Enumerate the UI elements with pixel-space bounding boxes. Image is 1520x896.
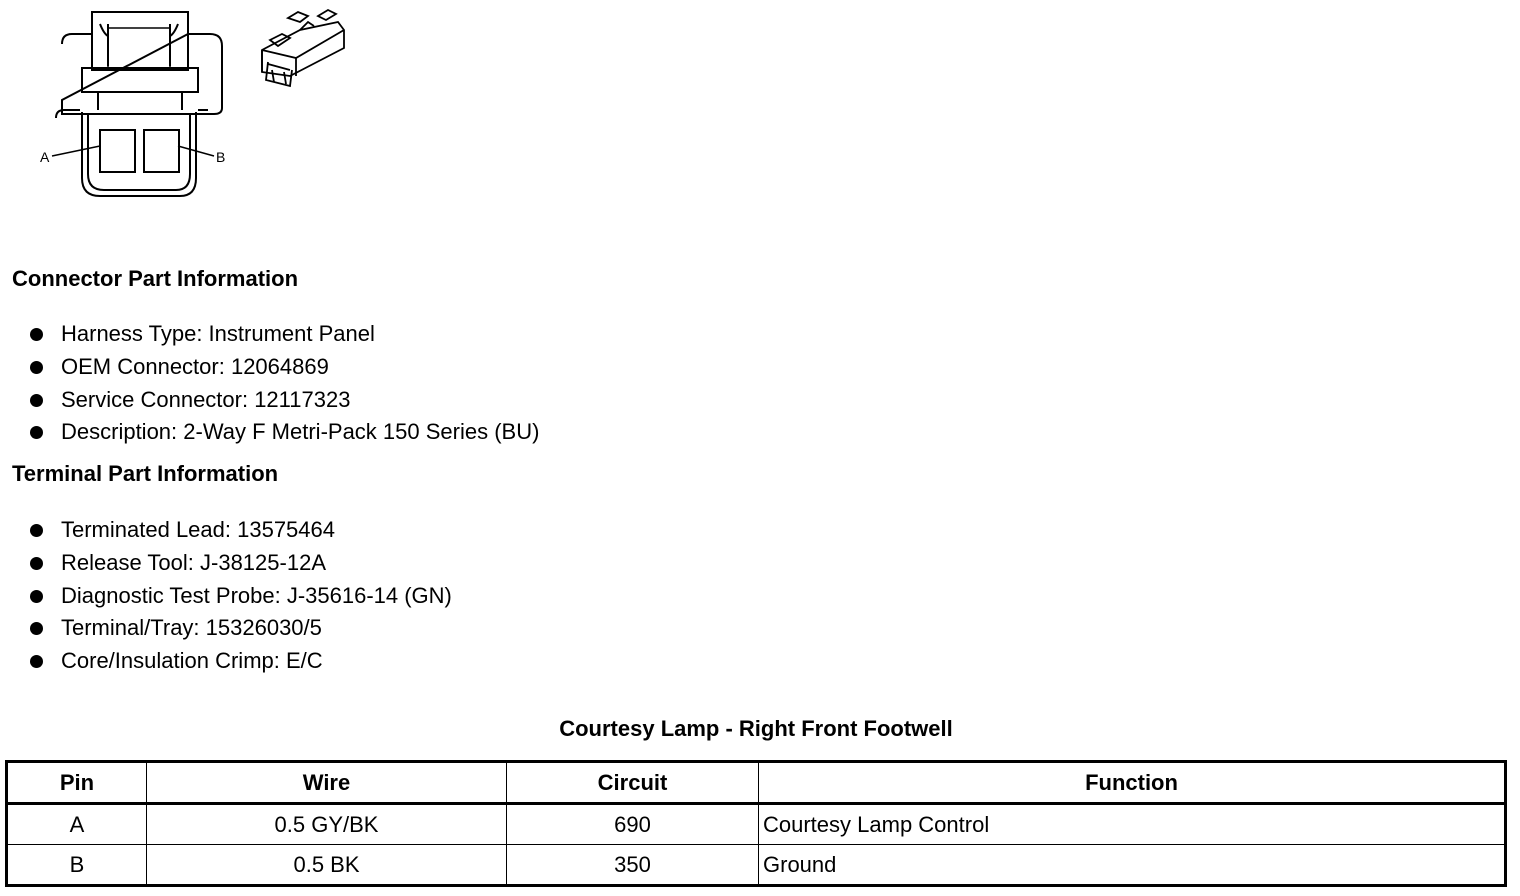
list-item: Release Tool: J-38125-12A <box>28 549 452 582</box>
table-header-row <box>7 762 1506 804</box>
wire-cell: 0.5 BK <box>147 845 507 886</box>
header-wire: Wire <box>147 762 507 804</box>
list-item: OEM Connector: 12064869 <box>28 353 539 386</box>
terminal-part-info-list <box>28 516 452 680</box>
connector-isometric-view <box>262 10 344 86</box>
pin-b-label: B <box>216 149 226 165</box>
connector-part-info-heading: Connector Part Information <box>12 266 299 291</box>
cavity-a <box>100 130 135 172</box>
list-item: Harness Type: Instrument Panel <box>28 320 539 353</box>
list-item: Diagnostic Test Probe: J-35616-14 (GN) <box>28 582 452 615</box>
cavity-b <box>144 130 179 172</box>
pin-a-label: A <box>40 149 50 165</box>
list-item: Terminated Lead: 13575464 <box>28 516 452 549</box>
terminal-part-info-heading: Terminal Part Information <box>12 461 279 486</box>
wire-cell: 0.5 GY/BK <box>147 804 507 845</box>
connector-part-info-list <box>28 320 539 451</box>
pin-cell: A <box>7 804 147 845</box>
pin-table <box>5 760 1507 887</box>
header-function: Function <box>759 762 1506 804</box>
circuit-cell: 350 <box>507 845 759 886</box>
table-row <box>7 845 1506 886</box>
connector-diagram <box>0 0 380 210</box>
pin-cell: B <box>7 845 147 886</box>
circuit-cell: 690 <box>507 804 759 845</box>
table-row <box>7 804 1506 845</box>
pin-table-title: Courtesy Lamp - Right Front Footwell <box>559 716 953 741</box>
list-item: Service Connector: 12117323 <box>28 386 539 419</box>
function-cell: Courtesy Lamp Control <box>759 804 1506 845</box>
header-pin: Pin <box>7 762 147 804</box>
list-item: Description: 2-Way F Metri-Pack 150 Series (BU) <box>28 418 539 451</box>
connector-face-view <box>52 12 222 196</box>
header-circuit: Circuit <box>507 762 759 804</box>
list-item: Terminal/Tray: 15326030/5 <box>28 614 452 647</box>
function-cell: Ground <box>759 845 1506 886</box>
list-item: Core/Insulation Crimp: E/C <box>28 647 452 680</box>
